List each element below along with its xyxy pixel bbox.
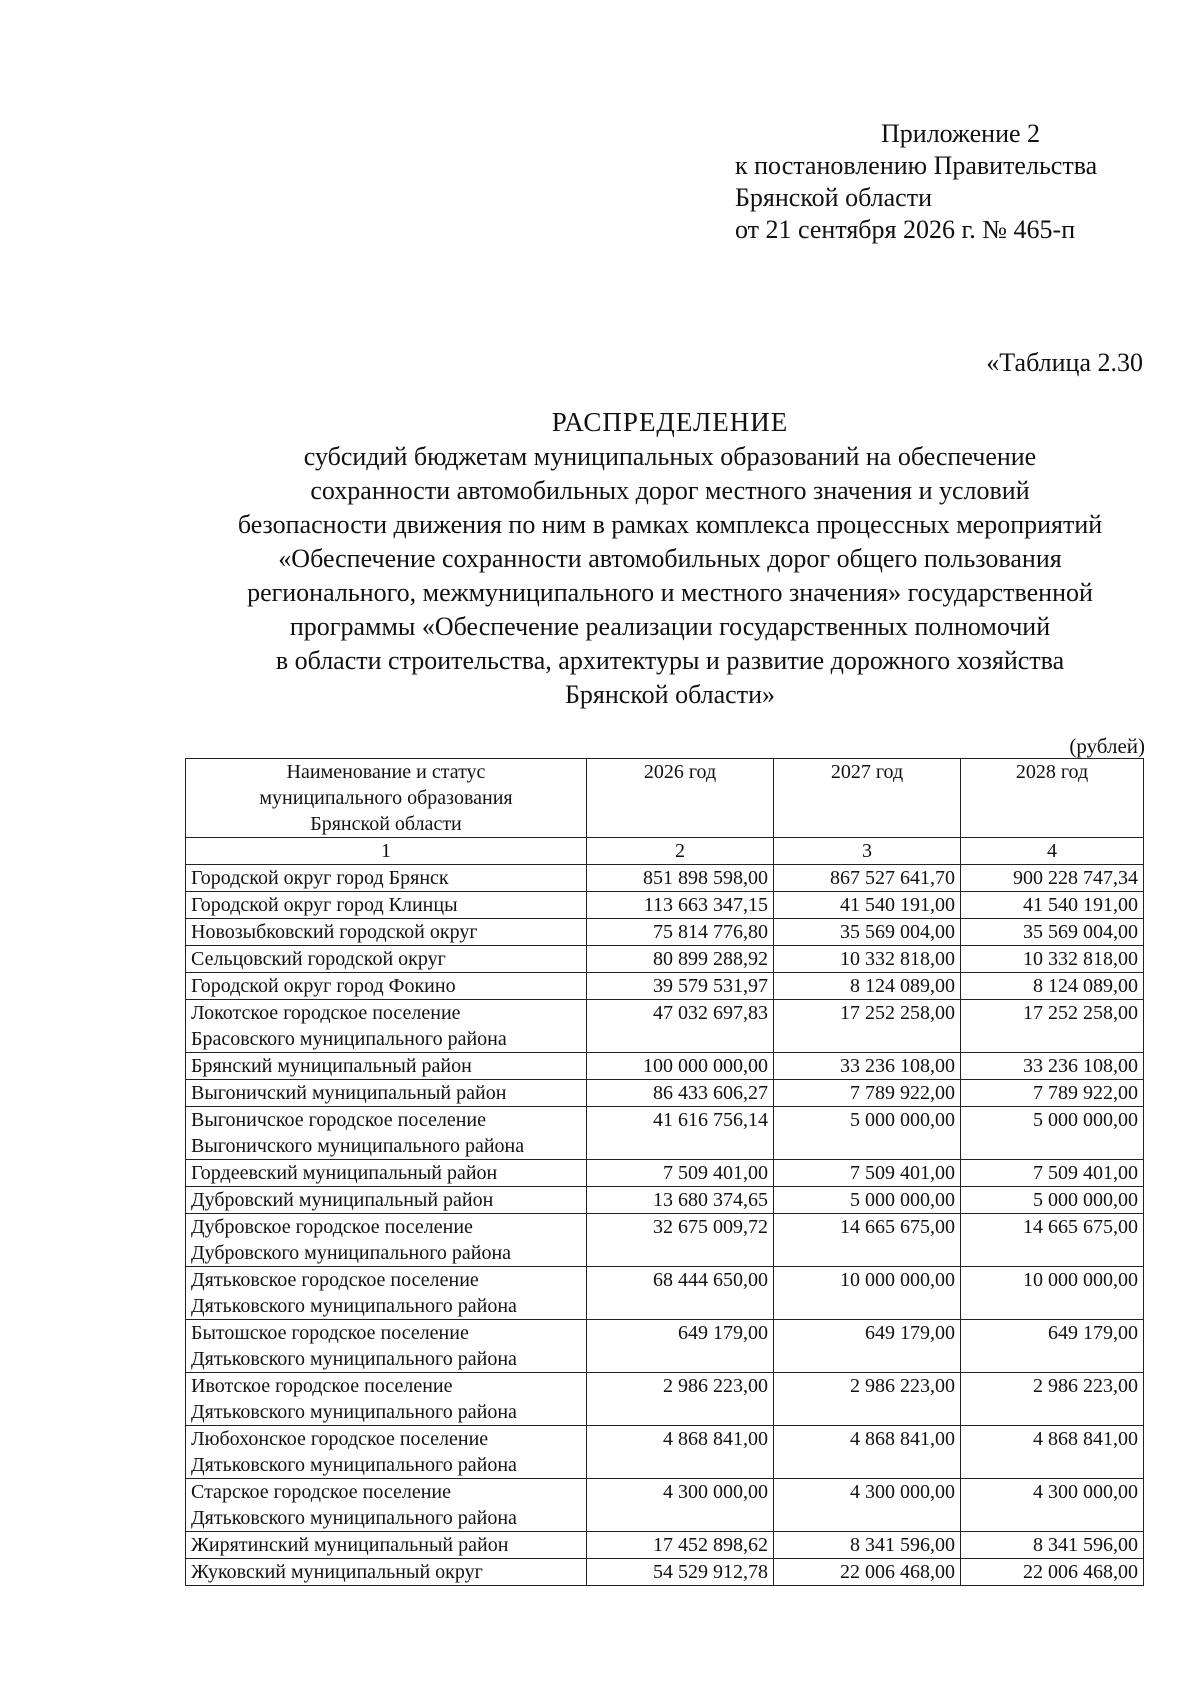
municipality-name-cell (186, 1559, 587, 1586)
amount-cell-2028: 7 789 922,00 (961, 1080, 1144, 1107)
municipality-name-cell (186, 1426, 587, 1479)
amount-cell-2027: 8 341 596,00 (774, 1532, 961, 1559)
table-row (186, 1000, 1144, 1053)
municipality-name-line: Сельцовский городской округ (191, 948, 446, 970)
amount-cell-2027: 41 540 191,00 (774, 892, 961, 919)
amount-cell-2027: 17 252 258,00 (774, 1000, 961, 1053)
amount-cell-2028: 22 006 468,00 (961, 1559, 1144, 1586)
municipality-name-line: Дубровский муниципальный район (191, 1189, 494, 1211)
amount-cell-2027: 33 236 108,00 (774, 1053, 961, 1080)
title-line: «Обеспечение сохранности автомобильных дорог общего пользования (278, 544, 1062, 573)
municipality-name-cell (186, 1479, 587, 1532)
title-line: регионального, межмуниципального и местного значения» государственной (247, 578, 1093, 607)
amount-cell-2026: 75 814 776,80 (587, 919, 774, 946)
amount-cell-2027: 649 179,00 (774, 1320, 961, 1373)
header-name-cell (186, 759, 587, 838)
table-row (186, 1053, 1144, 1080)
title-line: Брянской области» (565, 680, 775, 709)
amount-cell-2028: 10 000 000,00 (961, 1267, 1144, 1320)
municipality-name-line: Выгоничское городское поселение (191, 1109, 486, 1131)
municipality-name-cell (186, 1160, 587, 1187)
municipality-name-line: Городской округ город Клинцы (191, 894, 458, 916)
amount-cell-2027: 35 569 004,00 (774, 919, 961, 946)
amount-cell-2026: 851 898 598,00 (587, 865, 774, 892)
amount-cell-2028: 7 509 401,00 (961, 1160, 1144, 1187)
amount-cell-2028: 2 986 223,00 (961, 1373, 1144, 1426)
municipality-name-line: Жуковский муниципальный округ (191, 1561, 483, 1583)
table-header-row (186, 759, 1144, 838)
amount-cell-2027: 10 332 818,00 (774, 946, 961, 973)
amount-cell-2026: 39 579 531,97 (587, 973, 774, 1000)
header-year-2026: 2026 год (587, 759, 774, 838)
municipality-name-cell (186, 865, 587, 892)
municipality-name-line: Дубровское городское поселение (191, 1216, 473, 1238)
table-row (186, 1320, 1144, 1373)
amount-cell-2026: 47 032 697,83 (587, 1000, 774, 1053)
municipality-name-line: Дятьковского муниципального района (191, 1295, 517, 1317)
amount-cell-2028: 33 236 108,00 (961, 1053, 1144, 1080)
title-line: в области строительства, архитектуры и развитие дорожного хозяйства (275, 646, 1065, 675)
municipality-name-line: Любохонское городское поселение (191, 1428, 489, 1450)
municipality-name-line: Городской округ город Брянск (191, 867, 449, 889)
table-reference: «Таблица 2.30 (986, 348, 1143, 377)
amount-cell-2027: 7 789 922,00 (774, 1080, 961, 1107)
table-row (186, 892, 1144, 919)
municipality-name-line: Ивотское городское поселение (191, 1375, 453, 1397)
municipality-name-line: Выгоничского муниципального района (191, 1135, 525, 1157)
index-cell: 2 (587, 838, 774, 865)
table-row (186, 919, 1144, 946)
table-row (186, 1107, 1144, 1160)
table-row (186, 1267, 1144, 1320)
municipality-name-line: Дятьковского муниципального района (191, 1401, 517, 1423)
title-heading: РАСПРЕДЕЛЕНИЕ (551, 407, 789, 437)
amount-cell-2028: 900 228 747,34 (961, 865, 1144, 892)
amount-cell-2027: 4 868 841,00 (774, 1426, 961, 1479)
amount-cell-2027: 22 006 468,00 (774, 1559, 961, 1586)
title-line: сохранности автомобильных дорог местного значения и условий (310, 476, 1030, 505)
amount-cell-2026: 80 899 288,92 (587, 946, 774, 973)
municipality-name-cell (186, 1214, 587, 1267)
title-line: программы «Обеспечение реализации государственных полномочий (289, 612, 1051, 641)
municipality-name-cell (186, 1373, 587, 1426)
municipality-name-line: Брасовского муниципального района (191, 1028, 507, 1050)
table-row (186, 865, 1144, 892)
municipality-name-cell (186, 1532, 587, 1559)
municipality-name-cell (186, 1187, 587, 1214)
header-year-2027: 2027 год (774, 759, 961, 838)
amount-cell-2026: 68 444 650,00 (587, 1267, 774, 1320)
municipality-name-cell (186, 892, 587, 919)
municipality-name-cell (186, 1107, 587, 1160)
municipality-name-line: Дятьковского муниципального района (191, 1348, 517, 1370)
amount-cell-2027: 5 000 000,00 (774, 1187, 961, 1214)
table-row (186, 1532, 1144, 1559)
municipality-name-cell (186, 919, 587, 946)
appendix-block (735, 118, 1097, 246)
amount-cell-2026: 2 986 223,00 (587, 1373, 774, 1426)
index-cell: 1 (186, 838, 587, 865)
table-row (186, 1426, 1144, 1479)
amount-cell-2027: 2 986 223,00 (774, 1373, 961, 1426)
distribution-table (185, 758, 1144, 1586)
municipality-name-line: Бытошское городское поселение (191, 1322, 469, 1344)
amount-cell-2028: 649 179,00 (961, 1320, 1144, 1373)
table-row (186, 946, 1144, 973)
table-row (186, 1080, 1144, 1107)
municipality-name-line: Городской округ город Фокино (191, 975, 456, 997)
municipality-name-line: Жирятинский муниципальный район (191, 1534, 509, 1556)
amount-cell-2026: 41 616 756,14 (587, 1107, 774, 1160)
amount-cell-2028: 4 868 841,00 (961, 1426, 1144, 1479)
unit-label: (рублей) (1069, 734, 1145, 758)
municipality-name-cell (186, 1267, 587, 1320)
table-row (186, 1160, 1144, 1187)
amount-cell-2028: 5 000 000,00 (961, 1187, 1144, 1214)
header-name-line: Брянской области (310, 813, 462, 835)
amount-cell-2027: 14 665 675,00 (774, 1214, 961, 1267)
table-row (186, 1479, 1144, 1532)
municipality-name-line: Дятьковское городское поселение (191, 1269, 479, 1291)
table-row (186, 1559, 1144, 1586)
municipality-name-cell (186, 1053, 587, 1080)
title-line: безопасности движения по ним в рамках комплекса процессных мероприятий (237, 510, 1103, 539)
appendix-region-line: Брянской области (735, 183, 932, 212)
municipality-name-line: Брянский муниципальный район (191, 1055, 472, 1077)
table-row (186, 1214, 1144, 1267)
municipality-name-cell (186, 946, 587, 973)
municipality-name-line: Дятьковского муниципального района (191, 1454, 517, 1476)
municipality-name-line: Дубровского муниципального района (191, 1242, 512, 1264)
municipality-name-cell (186, 1320, 587, 1373)
table-index-row (186, 838, 1144, 865)
amount-cell-2028: 8 124 089,00 (961, 973, 1144, 1000)
municipality-name-cell (186, 1000, 587, 1053)
municipality-name-line: Дятьковского муниципального района (191, 1507, 517, 1529)
amount-cell-2028: 17 252 258,00 (961, 1000, 1144, 1053)
amount-cell-2026: 13 680 374,65 (587, 1187, 774, 1214)
document-title (140, 406, 1200, 712)
amount-cell-2026: 649 179,00 (587, 1320, 774, 1373)
amount-cell-2027: 7 509 401,00 (774, 1160, 961, 1187)
amount-cell-2027: 4 300 000,00 (774, 1479, 961, 1532)
amount-cell-2027: 10 000 000,00 (774, 1267, 961, 1320)
amount-cell-2028: 35 569 004,00 (961, 919, 1144, 946)
appendix-number: Приложение 2 (881, 119, 1041, 148)
table-row (186, 1187, 1144, 1214)
municipality-name-line: Гордеевский муниципальный район (191, 1162, 498, 1184)
header-name-line: муниципального образования (259, 787, 513, 809)
amount-cell-2026: 100 000 000,00 (587, 1053, 774, 1080)
index-cell: 3 (774, 838, 961, 865)
amount-cell-2027: 867 527 641,70 (774, 865, 961, 892)
amount-cell-2026: 32 675 009,72 (587, 1214, 774, 1267)
table-body (186, 865, 1144, 1586)
index-cell: 4 (961, 838, 1144, 865)
amount-cell-2028: 14 665 675,00 (961, 1214, 1144, 1267)
amount-cell-2027: 8 124 089,00 (774, 973, 961, 1000)
table-row (186, 1373, 1144, 1426)
amount-cell-2027: 5 000 000,00 (774, 1107, 961, 1160)
municipality-name-cell (186, 973, 587, 1000)
amount-cell-2026: 113 663 347,15 (587, 892, 774, 919)
amount-cell-2026: 7 509 401,00 (587, 1160, 774, 1187)
title-line: субсидий бюджетам муниципальных образований на обеспечение (303, 442, 1037, 471)
amount-cell-2028: 10 332 818,00 (961, 946, 1144, 973)
amount-cell-2028: 41 540 191,00 (961, 892, 1144, 919)
appendix-date-line: от 21 сентября 2026 г. № 465-п (735, 215, 1076, 244)
municipality-name-cell (186, 1080, 587, 1107)
header-name-line: Наименование и статус (286, 761, 486, 783)
municipality-name-line: Выгоничский муниципальный район (191, 1082, 507, 1104)
appendix-decree-line: к постановлению Правительства (735, 151, 1098, 180)
municipality-name-line: Локотское городское поселение (191, 1002, 461, 1024)
header-year-2028: 2028 год (961, 759, 1144, 838)
municipality-name-line: Старское городское поселение (191, 1481, 451, 1503)
amount-cell-2028: 8 341 596,00 (961, 1532, 1144, 1559)
amount-cell-2028: 5 000 000,00 (961, 1107, 1144, 1160)
amount-cell-2026: 4 300 000,00 (587, 1479, 774, 1532)
table-row (186, 973, 1144, 1000)
title-subtitle (140, 440, 1200, 712)
amount-cell-2026: 17 452 898,62 (587, 1532, 774, 1559)
amount-cell-2026: 86 433 606,27 (587, 1080, 774, 1107)
amount-cell-2026: 4 868 841,00 (587, 1426, 774, 1479)
amount-cell-2028: 4 300 000,00 (961, 1479, 1144, 1532)
municipality-name-line: Новозыбковский городской округ (191, 921, 478, 943)
amount-cell-2026: 54 529 912,78 (587, 1559, 774, 1586)
